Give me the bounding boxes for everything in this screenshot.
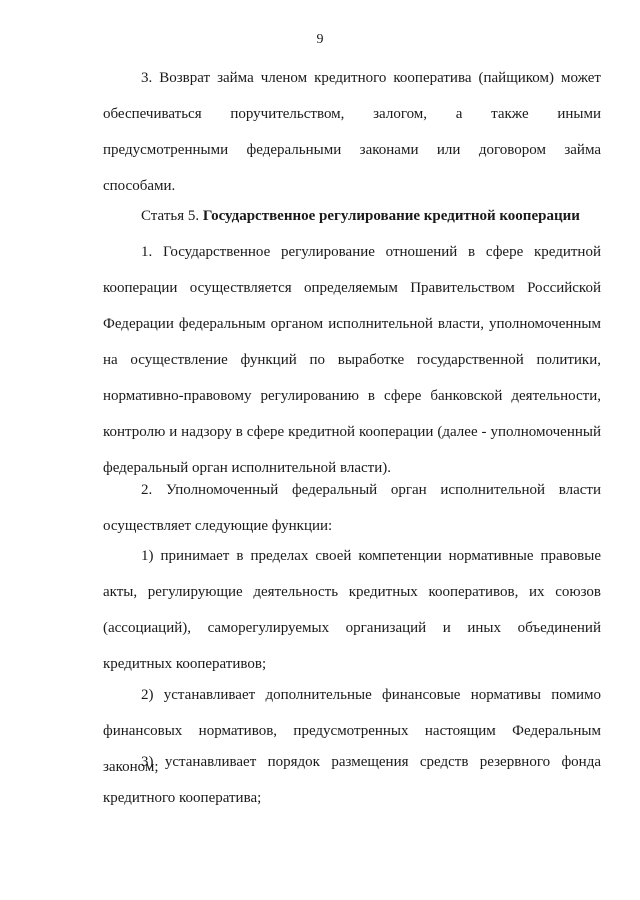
paragraph-1-state-regulation: 1. Государственное регулирование отношений в сфере кредитной кооперации осуществляется определяемым Правительством Российской Федерации федеральным органом исполнительной власти, уполномоченным на осуществление функций по выработке государственной политики, нормативно-правовому регулированию в сфере банковской деятельности, контролю и надзору в сфере кредитной кооперации (далее - уполномоченный федеральный орган исполнительной власти). xyxy=(103,244,601,476)
page-number: 9 xyxy=(316,32,324,47)
article-title: Государственное регулирование кредитной кооперации xyxy=(202,208,580,224)
paragraph-3-loan-repayment: 3. Возврат займа членом кредитного кооператива (пайщиком) может обеспечиваться поручительством, залогом, а также иными предусмотренными федеральными законами или договором займа способами. xyxy=(103,70,601,194)
subitem-1-normative-acts: 1) принимает в пределах своей компетенции нормативные правовые акты, регулирующие деятельность кредитных кооперативов, их союзов (ассоциаций), саморегулируемых организаций и иных объединений кредитных кооперативов; xyxy=(103,548,601,672)
subitem-3-reserve-fund: 3) устанавливает порядок размещения средств резервного фонда кредитного кооператива; xyxy=(103,754,601,806)
article-prefix: Статья 5. xyxy=(141,208,200,224)
article-heading xyxy=(141,198,601,234)
paragraph-2-authority-functions: 2. Уполномоченный федеральный орган исполнительной власти осуществляет следующие функции: xyxy=(103,482,601,534)
subitem-2-financial-norms: 2) устанавливает дополнительные финансовые нормативы помимо финансовых нормативов, предусмотренных настоящим Федеральным законом; xyxy=(103,687,601,775)
